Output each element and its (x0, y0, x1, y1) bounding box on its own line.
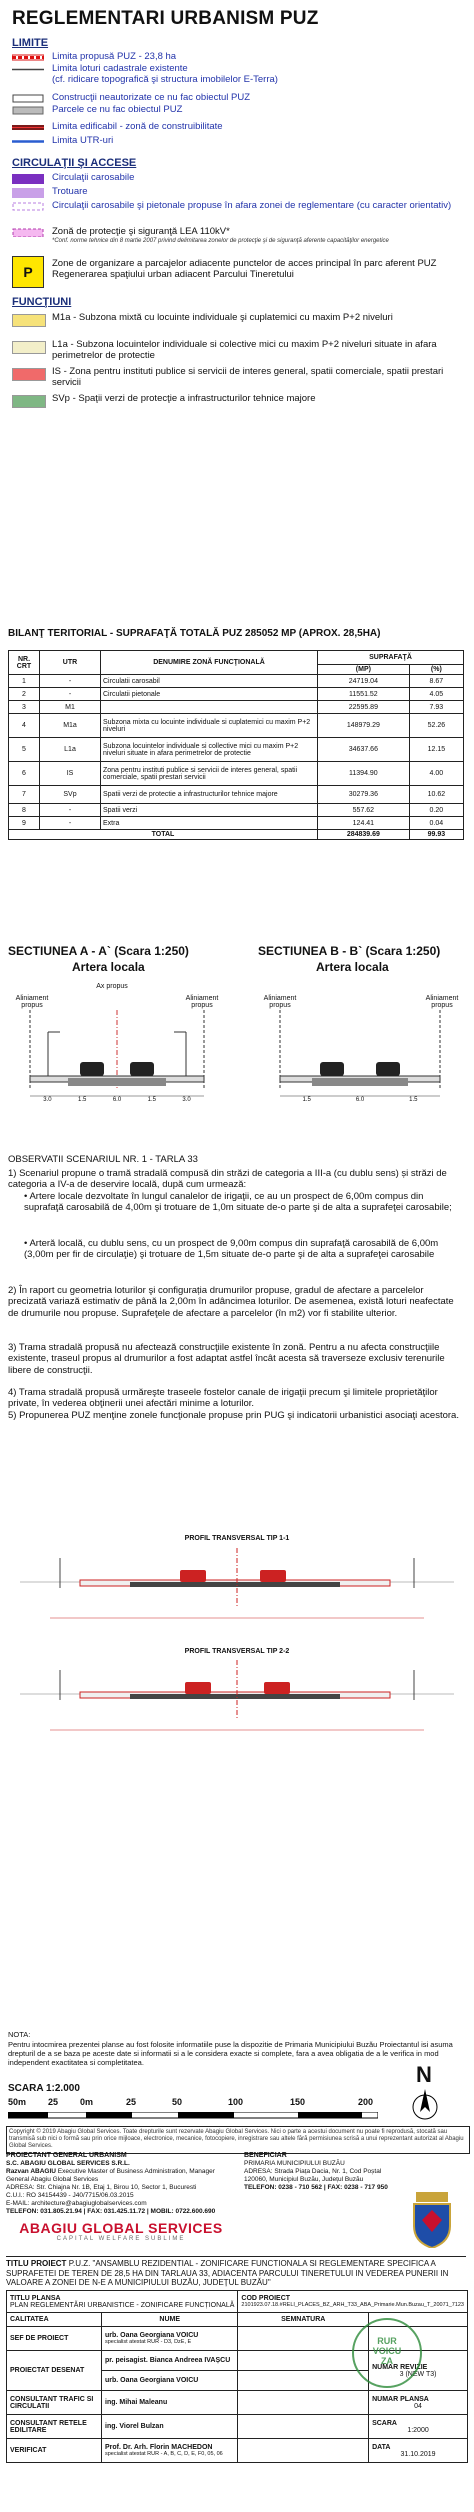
section-b-title: SECTIUNEA B - B` (Scara 1:250) (258, 944, 441, 958)
cell-pct: 0.04 (409, 817, 463, 830)
legend-item-zona-protectie-lea: Zonă de protecţie şi siguranţă LEA 110kV* (12, 226, 464, 240)
legend-item-circulatii-propuse: Circulaţii carosabile şi pietonale propuse în afara zonei de reglementare (cu caracter orientativ) (12, 200, 464, 224)
proiectant-cui: C.U.I.: RO 34154439 - J40/7715/06.03.2015 (6, 2192, 134, 2199)
beneficiar-block (244, 2152, 404, 2192)
header-semnatura: SEMNATURA (238, 2313, 369, 2327)
cell-utr: SVp (40, 786, 101, 804)
cell-nr: 1 (9, 675, 40, 688)
cell-mp: 34637.66 (318, 738, 410, 762)
gray-line-icon (12, 65, 44, 74)
table-row (9, 738, 464, 762)
observatii-heading: OBSERVATII SCENARIUL NR. 1 - TARLA 33 (8, 1154, 198, 1165)
legend-item-constructii-neautorizate: Construcţii neautorizate ce nu fac obiectul PUZ (12, 92, 464, 106)
proiectant-phone: TELEFON: 031.805.21.94 | FAX: 031.425.11.72 | MOBIL: 0722.600.690 (6, 2208, 216, 2215)
titlu-plansa-value: PLAN REGLEMENTĂRI URBANISTICE - ZONIFICARE FUNCȚIONALĂ (10, 2301, 235, 2309)
parking-p-icon: P (12, 256, 44, 288)
col-suprafata: SUPRAFAŢĂ (318, 651, 464, 665)
data-label: DATA (372, 2443, 391, 2451)
col-denumire: DENUMIRE ZONĂ FUNCŢIONALĂ (101, 651, 318, 675)
table-row (9, 688, 464, 701)
beneficiar-phone: TELEFON: 0238 - 710 562 | FAX: 0238 - 717 950 (244, 2184, 388, 2191)
cell-pct: 7.93 (409, 701, 463, 714)
swatch-purple-icon (12, 174, 44, 184)
north-arrow-icon (412, 2086, 438, 2120)
cell-mp: 24719.04 (318, 675, 410, 688)
abagiu-logo: ABAGIU GLOBAL SERVICES CAPITAL WELFARE SUBLIME (19, 2220, 223, 2242)
red-dashed-line-icon (12, 53, 44, 62)
cell-nr: 8 (9, 804, 40, 817)
swatch-red-icon (12, 368, 46, 381)
cell-mp: 11551.52 (318, 688, 410, 701)
legend-item-limita-utr: Limita UTR-uri (12, 135, 464, 149)
profile-1-drawing (20, 1548, 454, 1638)
coat-of-arms-icon (408, 2192, 456, 2248)
col-mp: (MP) (318, 665, 410, 675)
cell-utr: L1a (40, 738, 101, 762)
titlu-proiect-label: TITLU PROIECT (6, 2259, 67, 2268)
legend-item-m1a: M1a - Subzona mixtă cu locuinte individuale şi cuplatemici cu maxim P+2 niveluri (12, 312, 464, 336)
col-utr: UTR (40, 651, 101, 675)
page-title: REGLEMENTARI URBANISM PUZ (12, 8, 319, 29)
blue-line-icon (12, 137, 44, 146)
bilant-heading: BILANŢ TERITORIAL - SUPRAFAŢĂ TOTALĂ PUZ 285052 MP (APROX. 28,5HA) (8, 628, 381, 639)
cell-nr: 5 (9, 738, 40, 762)
section-b-subtitle: Artera locala (316, 960, 389, 974)
scara-label: SCARA (372, 2419, 397, 2427)
cell-mp: 557.62 (318, 804, 410, 817)
nota-text: Pentru intocmirea prezentei planse au fost folosite informatiile puse la dispozitie de Primaria Municipiului Buzău Proiectantul isi asuma drepturil de a se baza pe aceste date si informatii si a le considera exacte si complete, fara a avea obligatia de a le verifica in mod independent exactitatea si completitatea. (8, 2040, 453, 2067)
cell-den: Extra (101, 817, 318, 830)
cell-pct: 8.67 (409, 675, 463, 688)
beneficiar-name: PRIMARIA MUNICIPIULUI BUZĂU (244, 2160, 345, 2167)
table-row (9, 804, 464, 817)
legend-item-limita-loturi: Limita loturi cadastrale existente (12, 63, 464, 77)
cell-pct: 10.62 (409, 786, 463, 804)
total-mp: 284839.69 (318, 830, 410, 840)
cell-utr: - (40, 817, 101, 830)
cell-pct: 4.05 (409, 688, 463, 701)
titlu-proiect-text: P.U.Z. "ANSAMBLU REZIDENTIAL - ZONIFICARE FUNCTIONALA SI REGLEMENTARE SPECIFICA A SUPRAFETEI DE TEREN DE 28,5 HA DIN TARLAUA 33, ADIACENTA PARCULUI TINERETULUI IN VEDEREA PUNERII IN VALOARE A ZONEI DE N-E A MUNICIPIULUI BUZĂU, JUDEȚUL BUZĂU" (6, 2259, 449, 2288)
aliniament-b-left: Aliniament propus (263, 995, 297, 1009)
cell-pct: 12.15 (409, 738, 463, 762)
legend-item-circulatii-carosabile: Circulaţii carosabile (12, 172, 464, 186)
scara-value: 1:2000 (407, 2426, 429, 2434)
legend-item-trotuare: Trotuare (12, 186, 464, 200)
legend-heading-limite: LIMITE (12, 37, 49, 49)
title-block: TITLU PLANSA PLAN REGLEMENTĂRI URBANISTICE - ZONIFICARE FUNCȚIONALĂ COD PROIECT 2101923.07.18.#RELI_PLACES_BZ_ARH_T33_ABA_Primarie.Mun.Buzau_T_20071_7123 CALITATEA NUME SEMNATURA SEF DE PROIECT urb. Oana Georgiana VOICU specialist atestat RUR - D3, DzE, E PROIECTAT DESENAT pr. peisagist. Bianca Andreea IVAȘCU NUMAR REVIZIE 3 (NEW T3) urb. Oana Georgiana VOICU CONSULTANT TRAFIC SI CIRCULATII ing. Mihai Maleanu NUMAR PLANSA 04 CONSULTANT RETELE EDILITARE ing. Viorel Bulzan SCARA 1:2000 VERIFICAT Prof. Dr. Arh. Florin MACHEDON specialist atestat RUR - A, B, C, D, E, F0, 05, 06 DATA 31.10.2019 (6, 2290, 468, 2463)
cell-nr: 3 (9, 701, 40, 714)
cell-pct: 0.20 (409, 804, 463, 817)
col-nr: NR. CRT (9, 651, 40, 675)
legend-item-parcaje: P Zone de organizare a parcajelor adiacente punctelor de acces principal în parc aferent PUZ Regenerarea spaţiului urban adiacent Parcului Tineretului (12, 256, 464, 292)
revizie-value: 3 (NEW T3) (399, 2370, 437, 2378)
edificabil-line-icon (12, 123, 44, 132)
observatii-item-1b: • Arteră locală, cu dublu sens, cu un prospect de 9,00m compus din suprafaţă carosabilă de 6,00m (3,00m per fir de circulaţie) şi trotuare de 1,5m situate de-o parte şi de alta a suprafeţei carosabile (24, 1238, 439, 1261)
swatch-green-icon (12, 395, 46, 408)
cell-utr: - (40, 688, 101, 701)
dashed-purple-icon (12, 202, 44, 211)
aliniament-b-right: Aliniament propus (425, 995, 459, 1009)
cell-mp: 148979.29 (318, 714, 410, 738)
parcel-gray-icon (12, 106, 44, 115)
total-pct: 99.93 (409, 830, 463, 840)
cell-nr: 9 (9, 817, 40, 830)
legend-item-svp: SVp - Spaţii verzi de protecţie a infrastructurilor tehnice majore (12, 393, 464, 407)
col-pct: (%) (409, 665, 463, 675)
beneficiar-address: ADRESA: Strada Piața Dacia, Nr. 1, Cod Poștal 120060, Municipiul Buzău, Județul Buzău (244, 2168, 382, 2183)
proiectant-firm: S.C. ABAGIU GLOBAL SERVICES S.R.L. (6, 2160, 130, 2167)
legend-item-ridicare-topo: (cf. ridicare topografică şi structura imobilelor E-Terra) (52, 74, 278, 85)
legend-footnote-lea: *Conf. norme tehnice din 8 martie 2007 privind delimitarea zonelor de protecţie şi de siguranţă aferente capacităţilor energetice (52, 238, 389, 244)
legend-item-parcele: Parcele ce nu fac obiectul PUZ (12, 104, 464, 118)
cell-den: Spatii verzi de protectie a infrastructurilor tehnice majore (101, 786, 318, 804)
proiectant-email: E-MAIL: architecture@abagiuglobalservices.com (6, 2200, 147, 2207)
cell-mp: 22595.89 (318, 701, 410, 714)
cell-pct: 4.00 (409, 762, 463, 786)
table-row (9, 675, 464, 688)
aliniament-a-left: Aliniament propus (15, 995, 49, 1009)
building-outline-icon (12, 94, 44, 103)
data-value: 31.10.2019 (400, 2450, 436, 2458)
rur-stamp-icon: RUR VOICU ZA (352, 2318, 422, 2388)
cod-proiect-label: COD PROIECT (241, 2295, 291, 2302)
cell-nr: 2 (9, 688, 40, 701)
cod-proiect-value: 2101923.07.18.#RELI_PLACES_BZ_ARH_T33_ABA_Primarie.Mun.Buzau_T_20071_7123 (241, 2302, 464, 2308)
section-b-drawing (250, 1010, 470, 1110)
role-sef-proiect: SEF DE PROIECT (7, 2327, 102, 2351)
swatch-cream-icon (12, 341, 46, 354)
scale-bar (8, 2112, 378, 2120)
cell-utr: IS (40, 762, 101, 786)
cell-utr: M1a (40, 714, 101, 738)
proiectant-block (6, 2152, 236, 2216)
cell-den: Spatii verzi (101, 804, 318, 817)
total-label: TOTAL (9, 830, 318, 840)
section-a-dims: 3.0 1.5 6.0 1.5 3.0 (43, 1097, 191, 1103)
titlu-proiect (6, 2256, 466, 2288)
profile-2-title: PROFIL TRANSVERSAL TIP 2-2 (184, 1648, 290, 1655)
legend-item-limita-puz: Limita propusă PUZ - 23,8 ha (12, 51, 464, 65)
observatii-item-2: 2) În raport cu geometria loturilor şi configurația drumurilor propuse, gradul de afectare a parcelelor precizată variază estimativ de până la 2,00m în adâncimea loturilor. De asemenea, există loturi neafectate de drumurile nou propuse. Suprafeţele de afectare a parcelelor (în m2) vor fi stabilite ulterior. (8, 1285, 454, 1319)
proiectant-heading: PROIECTANT GENERAL URBANISM (6, 2152, 127, 2159)
scale-ticks: 50m 25 0m 25 50 100 150 200 (8, 2097, 374, 2107)
section-a-subtitle: Artera locala (72, 960, 145, 974)
cell-nr: 4 (9, 714, 40, 738)
cell-utr: M1 (40, 701, 101, 714)
legend-heading-functiuni: FUNCŢIUNI (12, 296, 72, 308)
legend-item-limita-edificabil: Limita edificabil - zonă de construibilitate (12, 121, 464, 135)
cell-mp: 11394.90 (318, 762, 410, 786)
cell-den (101, 701, 318, 714)
north-label: N (416, 2062, 432, 2087)
beneficiar-heading: BENEFICIAR (244, 2152, 287, 2159)
cell-den: Circulatii pietonale (101, 688, 318, 701)
swatch-lilac-icon (12, 188, 44, 198)
observatii-item-1a: • Artere locale dezvoltate în lungul canalelor de irigaţii, ce au un prospect de 6,00m compus din suprafaţă carosabilă de 4,00m şi trotuare de 1,0m situate de-o parte şi de alta a suprafeţei carosabile; (24, 1191, 452, 1214)
table-row (9, 786, 464, 804)
table-row (9, 714, 464, 738)
observatii-item-1: 1) Scenariul propune o tramă stradală compusă din străzi de categoria a III-a (cu dublu sens) și străzi de categoria a IV-a de deservire locală, după cum urmează: (8, 1168, 447, 1191)
cell-nr: 6 (9, 762, 40, 786)
observatii-item-5: 5) Propunerea PUZ menţine zonele funcţionale propuse prin PUG şi indicatorii urbanistici asociaţi acestora. (8, 1410, 459, 1421)
header-calitate: CALITATEA (7, 2313, 102, 2327)
profile-1-title: PROFIL TRANSVERSAL TIP 1-1 (184, 1535, 290, 1542)
swatch-yellow-icon (12, 314, 46, 327)
ax-propus-label: Ax propus (96, 983, 128, 990)
section-a-title: SECTIUNEA A - A` (Scara 1:250) (8, 944, 189, 958)
role-proiectat: PROIECTAT DESENAT (7, 2351, 102, 2391)
legend-item-is: IS - Zona pentru instituti publice si servicii de interes general, spatii comerciale, spatii prestari servicii (12, 366, 464, 390)
role-trafic: CONSULTANT TRAFIC SI CIRCULATII (7, 2391, 102, 2415)
cell-mp: 124.41 (318, 817, 410, 830)
cell-den: Subzona locuintelor individuale si collective mici cu maxim P+2 niveluri situate in afara perimetrelor de protectie (101, 738, 318, 762)
proiectant-person: Razvan ABAGIU (6, 2168, 56, 2175)
cell-utr: - (40, 675, 101, 688)
profile-2-drawing (20, 1660, 454, 1750)
table-row (9, 817, 464, 830)
role-verificat: VERIFICAT (7, 2439, 102, 2463)
plansa-value: 04 (414, 2402, 422, 2410)
section-b-dims: 1.5 6.0 1.5 (302, 1097, 418, 1103)
table-row (9, 701, 464, 714)
cell-den: Circulatii carosabil (101, 675, 318, 688)
cell-utr: - (40, 804, 101, 817)
table-row (9, 762, 464, 786)
bilant-table (8, 650, 464, 840)
cell-den: Subzona mixta cu locuinte individuale si cuplatemici cu maxim P+2 niveluri (101, 714, 318, 738)
titlu-plansa-label: TITLU PLANSA (10, 2294, 61, 2302)
nota-heading: NOTA: (8, 2030, 31, 2039)
legend-item-l1a: L1a - Subzona locuintelor individuale si colective mici cu maxim P+2 niveluri situate in afara perimetrelor de protectie (12, 339, 464, 363)
cell-nr: 7 (9, 786, 40, 804)
revizie-label: NUMAR REVIZIE (372, 2363, 428, 2371)
cell-pct: 52.26 (409, 714, 463, 738)
cell-mp: 30279.36 (318, 786, 410, 804)
copyright-text: Copyright © 2019 Abagiu Global Services. Toate drepturile sunt rezervate Abagiu Global Services. Nici o parte a acestui document nu poate fi reprodusă, stocată sau transmisă sub nici o formă sau prin orice mijloace, electronice, mecanice, fotocopiere, inregistrare sau altele fără permisiunea scrisă a unui reprezentant autorizat al Abagiu Global Services. (6, 2126, 470, 2154)
pink-dashed-icon (12, 228, 44, 237)
proiectant-address: ADRESA: Str. Chiajna Nr. 1B, Etaj 1, Birou 10, Sector 1, Bucuresti (6, 2184, 197, 2191)
proiectant-role: Executive Master of Business Administration, Manager General Abagiu Global Services (6, 2168, 215, 2183)
observatii-item-4: 4) Trama stradală propusă urmăreşte traseele fostelor canale de irigaţii precum şi limitele proprietăţilor private, în vederea obţinerii unei afectări minime a loturilor. (8, 1387, 438, 1410)
observatii-item-3: 3) Trama stradală propusă nu afectează construcţiile existente în zonă. Pentru a nu afecta construcţiile existente, traseul propus al drumurilor a fost adaptat astfel încât acesta să traverseze exclusiv terenurile libere de construcţii. (8, 1342, 445, 1376)
plansa-label: NUMAR PLANSA (372, 2395, 429, 2403)
section-a-drawing (8, 1010, 228, 1110)
scale-label: SCARA 1:2.000 (8, 2083, 80, 2094)
legend-heading-circulatii: CIRCULAŢII ŞI ACCESE (12, 157, 137, 169)
cell-den: Zona pentru instituti publice si servicii de interes general, spatii comerciale, spatii prestari servicii (101, 762, 318, 786)
aliniament-a-right: Aliniament propus (185, 995, 219, 1009)
role-edilitare: CONSULTANT RETELE EDILITARE (7, 2415, 102, 2439)
header-nume: NUME (102, 2313, 238, 2327)
